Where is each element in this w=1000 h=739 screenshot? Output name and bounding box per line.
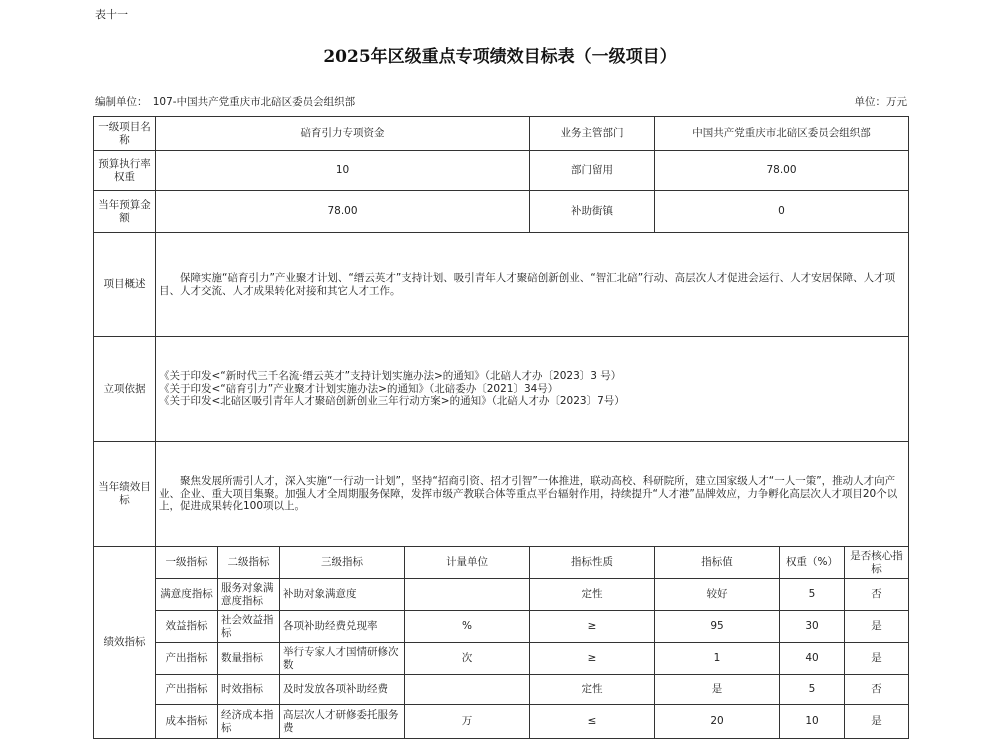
performance-label: 绩效指标	[94, 547, 156, 739]
header-cell: 是否核心指标	[845, 547, 909, 579]
goal-row	[94, 442, 909, 547]
basis-line: 《关于印发<北碚区吸引青年人才聚碚创新创业三年行动方案>的通知》（北碚人才办〔2023〕7号）	[159, 395, 625, 408]
project-name: 碚育引力专项资金	[156, 117, 530, 151]
project-name-label: 一级项目名称	[94, 117, 156, 151]
level2-cell: 社会效益指标	[218, 611, 280, 643]
header-cell: 指标值	[655, 547, 780, 579]
table-row	[94, 611, 909, 643]
nature-cell: ≤	[530, 705, 655, 739]
weight-cell: 5	[780, 675, 845, 705]
subsidy-value: 0	[655, 191, 909, 233]
table-row	[94, 579, 909, 611]
level3-cell: 各项补助经费兑现率	[280, 611, 405, 643]
nature-cell: ≥	[530, 643, 655, 675]
unit-cell: %	[405, 611, 530, 643]
level2-cell: 时效指标	[218, 675, 280, 705]
level1-cell: 产出指标	[156, 643, 218, 675]
header-cell: 计量单位	[405, 547, 530, 579]
overview-row	[94, 233, 909, 337]
overview-text: 保障实施“碚育引力”产业聚才计划、“缙云英才”支持计划、吸引青年人才聚碚创新创业、“智汇北碚”行动、高层次人才促进会运行、人才安居保障、人才项目、人才交流、人才成果转化对接和其它人才工作。	[156, 233, 909, 337]
header-cell: 一级指标	[156, 547, 218, 579]
core-cell: 否	[845, 675, 909, 705]
core-cell: 否	[845, 579, 909, 611]
compiling-unit: 编制单位： 107-中国共产党重庆市北碚区委员会组织部	[95, 96, 356, 108]
weight-cell: 10	[780, 705, 845, 739]
level3-cell: 及时发放各项补助经费	[280, 675, 405, 705]
project-name-row	[94, 117, 909, 151]
dept-label: 业务主管部门	[530, 117, 655, 151]
goal-label: 当年绩效目标	[94, 442, 156, 547]
value-cell: 20	[655, 705, 780, 739]
page-title: 2025年区级重点专项绩效目标表（一级项目）	[323, 47, 677, 67]
level2-cell: 服务对象满意度指标	[218, 579, 280, 611]
header-cell: 三级指标	[280, 547, 405, 579]
weight-cell: 30	[780, 611, 845, 643]
core-cell: 是	[845, 643, 909, 675]
table-row	[94, 675, 909, 705]
level3-cell: 举行专家人才国情研修次数	[280, 643, 405, 675]
basis-line: 《关于印发<“碚育引力”产业聚才计划实施办法>的通知》（北碚委办〔2021〕34号）	[159, 382, 559, 395]
exec-weight-row	[94, 151, 909, 191]
budget-row	[94, 191, 909, 233]
value-cell: 95	[655, 611, 780, 643]
level1-cell: 效益指标	[156, 611, 218, 643]
nature-cell: ≥	[530, 611, 655, 643]
table-number: 表十一	[95, 8, 128, 21]
value-cell: 是	[655, 675, 780, 705]
header-cell: 指标性质	[530, 547, 655, 579]
unit-row	[95, 94, 907, 109]
level3-cell: 高层次人才研修委托服务费	[280, 705, 405, 739]
level3-cell: 补助对象满意度	[280, 579, 405, 611]
unit-cell	[405, 579, 530, 611]
table-row	[94, 705, 909, 739]
nature-cell: 定性	[530, 675, 655, 705]
dept-retained-value: 78.00	[655, 151, 909, 191]
dept-retained-label: 部门留用	[530, 151, 655, 191]
unit-cell	[405, 675, 530, 705]
value-cell: 1	[655, 643, 780, 675]
budget-label: 当年预算金额	[94, 191, 156, 233]
weight-cell: 5	[780, 579, 845, 611]
exec-weight-label: 预算执行率权重	[94, 151, 156, 191]
core-cell: 是	[845, 611, 909, 643]
level1-cell: 产出指标	[156, 675, 218, 705]
subsidy-label: 补助街镇	[530, 191, 655, 233]
level2-cell: 数量指标	[218, 643, 280, 675]
exec-weight-value: 10	[156, 151, 530, 191]
unit-cell: 万	[405, 705, 530, 739]
nature-cell: 定性	[530, 579, 655, 611]
indicator-header-row	[94, 547, 909, 579]
core-cell: 是	[845, 705, 909, 739]
basis-row	[94, 337, 909, 442]
value-cell: 较好	[655, 579, 780, 611]
overview-label: 项目概述	[94, 233, 156, 337]
basis-text	[156, 337, 909, 442]
level1-cell: 满意度指标	[156, 579, 218, 611]
performance-target-table	[93, 116, 909, 739]
basis-label: 立项依据	[94, 337, 156, 442]
header-cell: 二级指标	[218, 547, 280, 579]
level2-cell: 经济成本指标	[218, 705, 280, 739]
header-cell: 权重（%）	[780, 547, 845, 579]
money-unit: 单位：万元	[854, 96, 907, 108]
budget-value: 78.00	[156, 191, 530, 233]
unit-cell: 次	[405, 643, 530, 675]
level1-cell: 成本指标	[156, 705, 218, 739]
dept-value: 中国共产党重庆市北碚区委员会组织部	[655, 117, 909, 151]
table-row	[94, 643, 909, 675]
basis-line: 《关于印发<“新时代三千名流·缙云英才”支持计划实施办法>的通知》（北碚人才办〔2023〕3 号）	[159, 369, 622, 382]
weight-cell: 40	[780, 643, 845, 675]
goal-text: 聚焦发展所需引人才，深入实施“一行动一计划”，坚持“招商引资、招才引智”一体推进，联动高校、科研院所，建立国家级人才“一人一策”，推动人才向产业、企业、重大项目集聚。加强人才全周期服务保障，发挥市级产教联合体等重点平台辐射作用，持续提升“人才港”品牌效应，力争孵化高层次人才项目20个以上，促进成果转化100项以上。	[156, 442, 909, 547]
